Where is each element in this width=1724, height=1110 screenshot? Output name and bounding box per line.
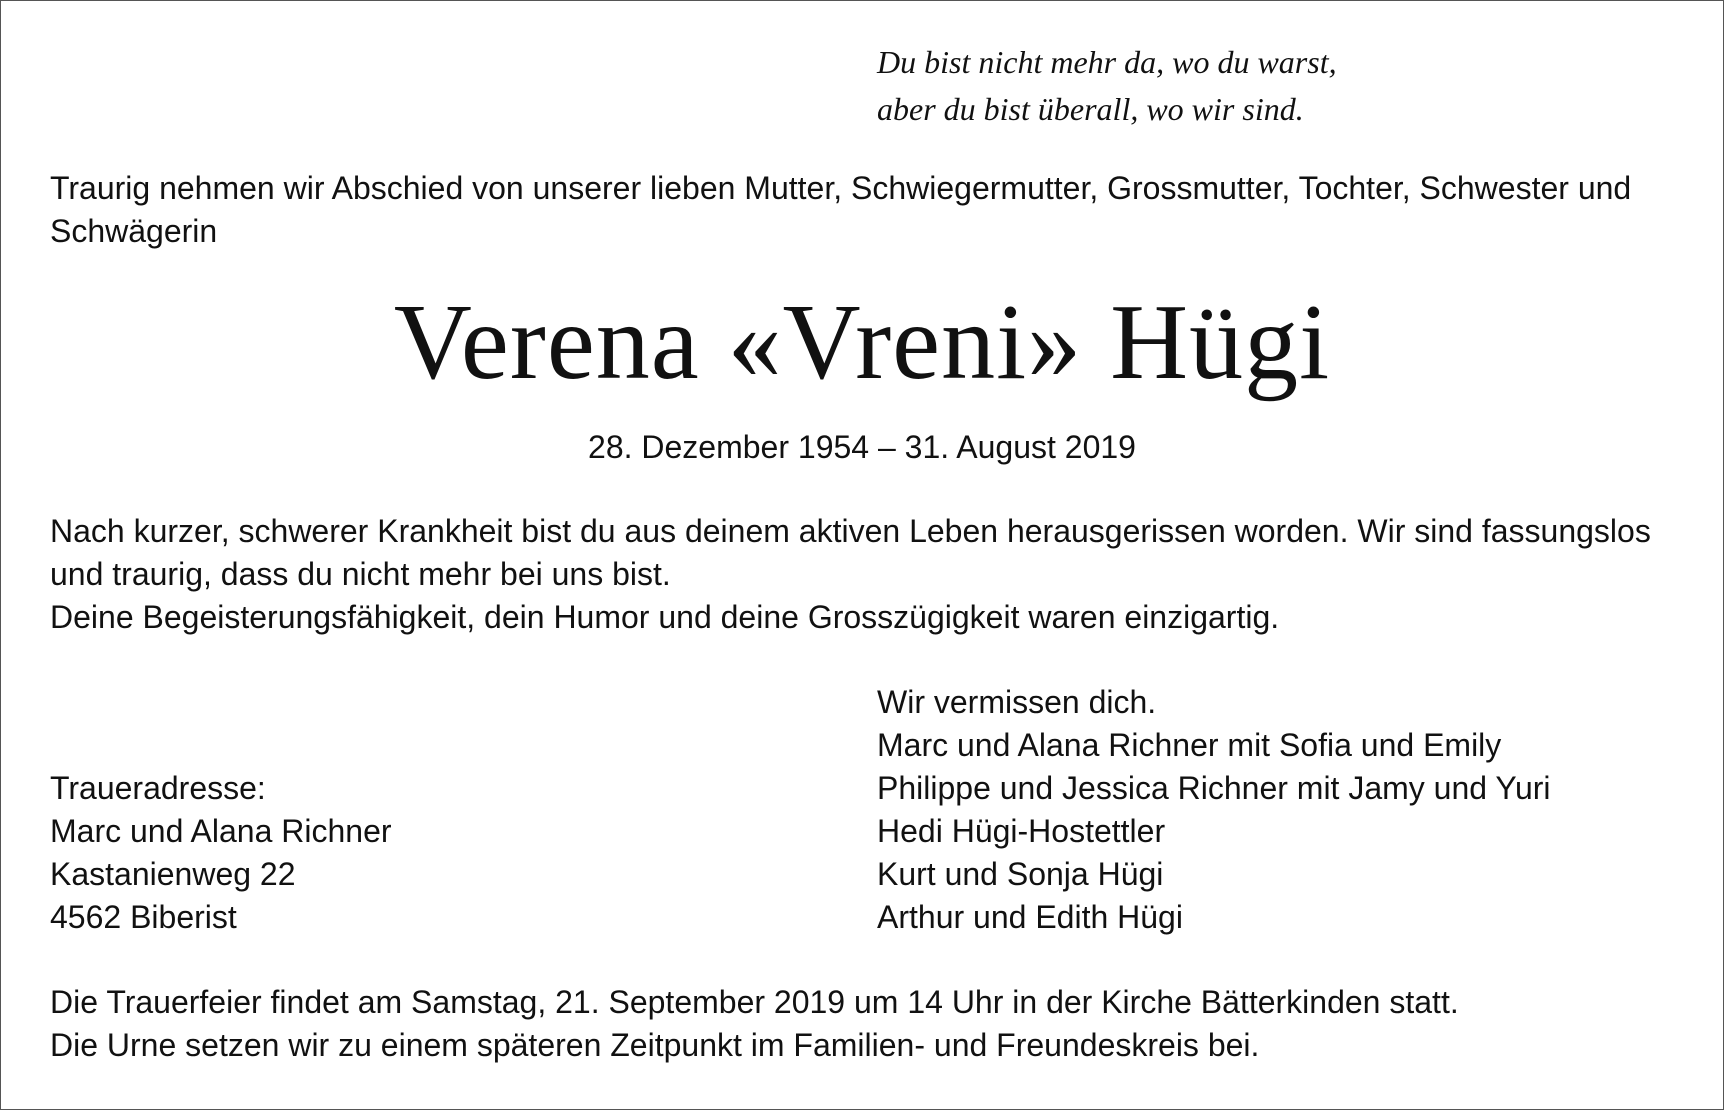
message-line: und traurig, dass du nicht mehr bei uns bist.: [50, 556, 671, 592]
address-name: Marc und Alana Richner: [50, 813, 392, 849]
ceremony-line: Die Urne setzen wir zu einem späteren Zeitpunkt im Familien- und Freundeskreis bei.: [50, 1027, 1260, 1063]
mourners-heading: Wir vermissen dich.: [877, 684, 1157, 720]
motto-quote: [877, 39, 1337, 133]
intro-line: Traurig nehmen wir Abschied von unserer lieben Mutter, Schwiegermutter, Grossmutter, Tochter, Schwester und: [50, 170, 1632, 206]
deceased-name: Verena «Vreni» Hügi: [393, 283, 1331, 402]
life-dates: 28. Dezember 1954 – 31. August 2019: [588, 429, 1136, 465]
message-line: Nach kurzer, schwerer Krankheit bist du aus deinem aktiven Leben herausgerissen worden. Wir sind fassungslos: [50, 513, 1651, 549]
mourner-name: Hedi Hügi-Hostettler: [877, 813, 1166, 849]
mourner-name: Philippe und Jessica Richner mit Jamy und Yuri: [877, 770, 1551, 806]
address-label: Traueradresse:: [50, 770, 266, 806]
address-city: 4562 Biberist: [50, 899, 237, 935]
message-line: Deine Begeisterungsfähigkeit, dein Humor und deine Grosszügigkeit waren einzigartig.: [50, 599, 1280, 635]
mourner-name: Marc und Alana Richner mit Sofia und Emily: [877, 727, 1502, 763]
intro-line: Schwägerin: [50, 213, 218, 249]
mourner-name: Arthur und Edith Hügi: [877, 899, 1183, 935]
ceremony-line: Die Trauerfeier findet am Samstag, 21. September 2019 um 14 Uhr in der Kirche Bätterkinden statt.: [50, 984, 1459, 1020]
address-street: Kastanienweg 22: [50, 856, 296, 892]
motto-line: aber du bist überall, wo wir sind.: [877, 91, 1304, 127]
mourner-name: Kurt und Sonja Hügi: [877, 856, 1164, 892]
motto-line: Du bist nicht mehr da, wo du warst,: [877, 44, 1337, 80]
